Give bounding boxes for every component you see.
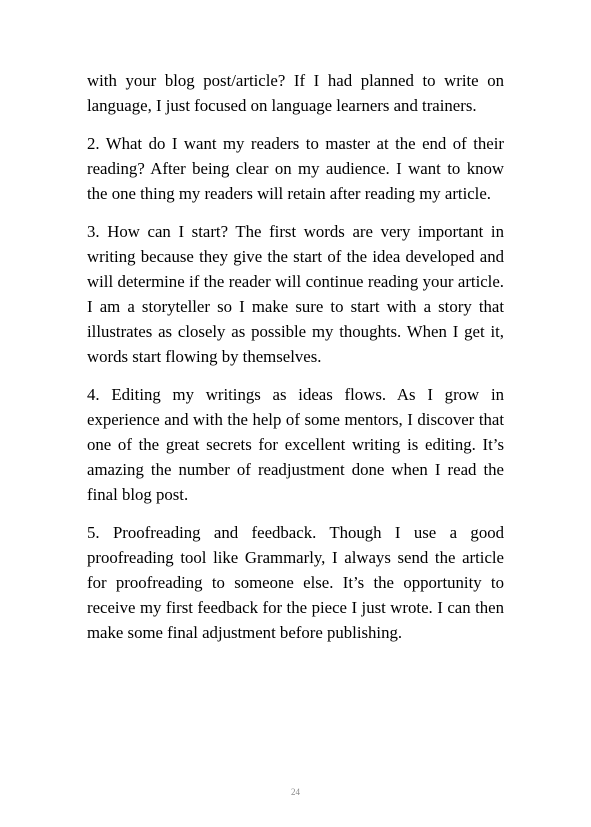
paragraph-item-5: 5. Proofreading and feedback. Though I use a good proofreading tool like Grammarly, I always send the article for proofreading to someone else. It’s the opportunity to receive my first feedback for the piece I just wrote. I can then make some final adjustment before publishing.	[87, 523, 504, 642]
paragraph-continuation: with your blog post/article? If I had planned to write on language, I just focused on language learners and trainers.	[87, 71, 504, 115]
paragraph-item-4: 4. Editing my writings as ideas flows. As I grow in experience and with the help of some mentors, I discover that one of the great secrets for excellent writing is editing. It’s amazing the number of readjustment done when I read the final blog post.	[87, 385, 504, 504]
page-body	[87, 68, 504, 658]
page-number: 24	[291, 787, 300, 797]
paragraph-item-3: 3. How can I start? The first words are very important in writing because they give the start of the idea developed and will determine if the reader will continue reading your article. I am a storyteller so I make sure to start with a story that illustrates as closely as possible my thoughts. When I get it, words start flowing by themselves.	[87, 222, 504, 366]
paragraph-item-2: 2. What do I want my readers to master at the end of their reading? After being clear on my audience. I want to know the one thing my readers will retain after reading my article.	[87, 134, 504, 203]
